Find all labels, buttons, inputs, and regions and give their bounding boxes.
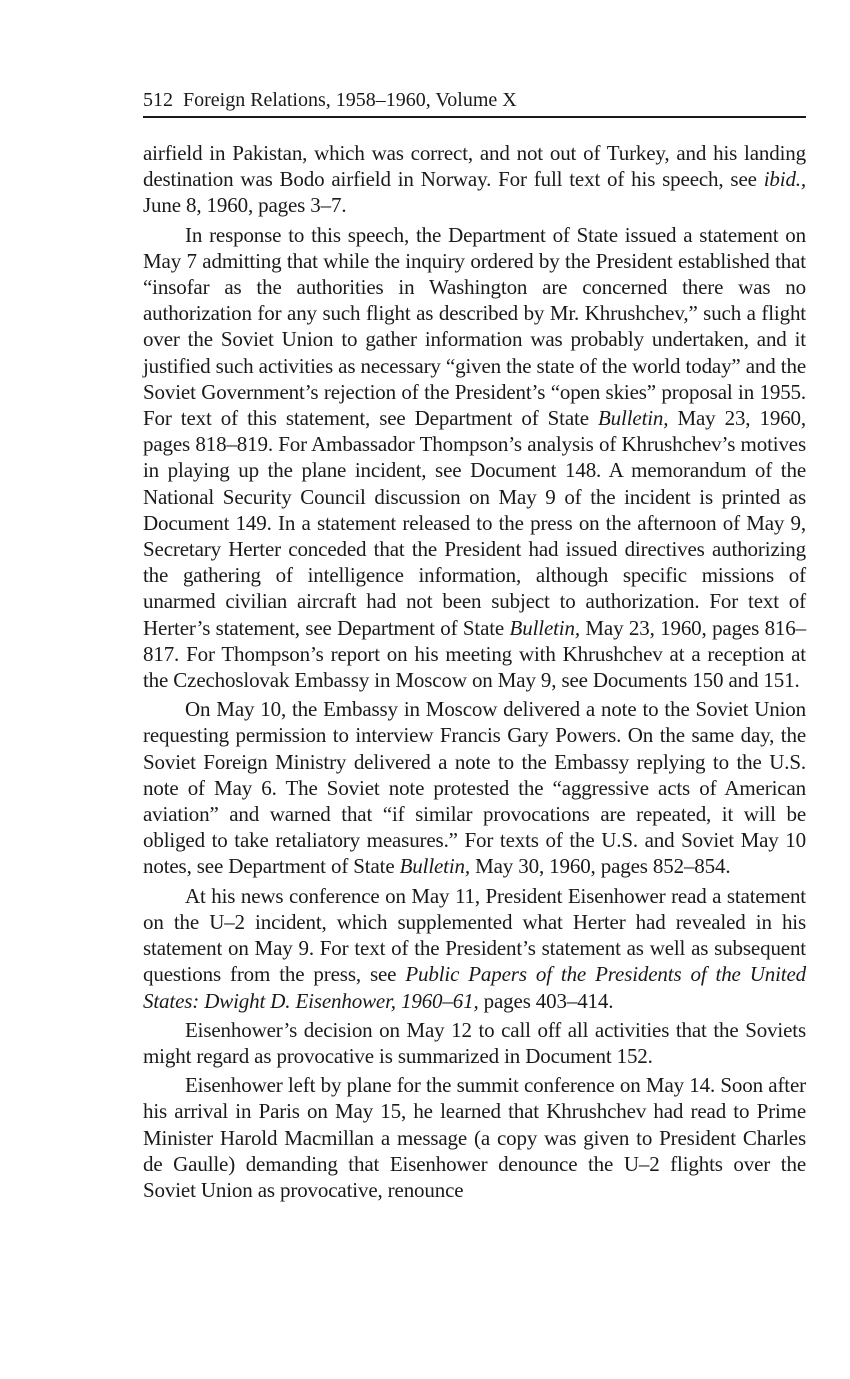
header-rule (143, 116, 806, 118)
text-run: pages 403–414. (478, 988, 614, 1013)
text-run: June 8, 1960, pages 3–7. (143, 193, 347, 218)
text-run: On May 10, the Embassy in Moscow delivered a note to the Soviet Union requesting permission to interview Francis Gary Powers. On the same day, the Soviet Foreign Ministry delivered a note to the Embassy replying to the U.S. note of May 6. The Soviet note protested the “aggressive acts of American aviation” and warned that “if similar provocations are repeated, it will be obliged to take retaliatory measures.” For texts of the U.S. and Soviet May 10 notes, see Department of State (143, 697, 806, 879)
italic-text: Bulletin, (399, 854, 470, 879)
italic-text: Bulletin, (509, 615, 580, 640)
text-run: Eisenhower’s decision on May 12 to call off all activities that the Soviets might regard as provocative is summarized in Document 152. (143, 1017, 806, 1068)
text-run: Eisenhower left by plane for the summit conference on May 14. Soon after his arrival in Paris on May 15, he learned that Khrushchev had read to Prime Minister Harold Macmillan a message (a copy was given to President Charles de Gaulle) demanding that Eisenhower denounce the U–2 flights over the Soviet Union as provocative, renounce (143, 1073, 806, 1202)
page-number: 512 (143, 89, 173, 111)
volume-title: Foreign Relations, 1958–1960, Volume X (183, 89, 517, 111)
italic-text: Public Papers of the Presidents of the United States: Dwight D. Eisenhower, 1960–61, (143, 962, 806, 1013)
paragraph (143, 883, 806, 1014)
paragraph (143, 140, 806, 219)
running-head (143, 86, 806, 114)
text-run: May 30, 1960, pages 852–854. (470, 854, 731, 879)
document-page (143, 86, 806, 1203)
text-run: In response to this speech, the Department of State issued a statement on May 7 admitting that while the inquiry ordered by the President established that “insofar as the authorities in Washington are concerned there was no authorization for any such flight as described by Mr. Khrushchev,” such a flight over the Soviet Union to gather information was probably undertaken, and it justified such activities as necessary “given the state of the world today” and the Soviet Government’s rejection of the President’s “open skies” proposal in 1955. For text of this statement, see Department of State (143, 222, 806, 431)
paragraph (143, 696, 806, 879)
italic-text: ibid., (763, 167, 806, 192)
italic-text: Bulletin, (598, 406, 669, 431)
body-text (143, 140, 806, 1203)
text-run: May 23, 1960, pages 818–819. For Ambassador Thompson’s analysis of Khrushchev’s motives in playing up the plane incident, see Document 148. A memorandum of the National Security Council discussion on May 9 of the incident is printed as Document 149. In a statement released to the press on the afternoon of May 9, Secretary Herter conceded that the President had issued directives authorizing the gathering of intelligence information, although specific missions of unarmed civilian aircraft had not been subject to authorization. For text of Herter’s statement, see Department of State (143, 406, 806, 640)
text-run: May 23, 1960, pages 816–817. For Thompson’s report on his meeting with Khrushchev at a reception at the Czechoslovak Embassy in Moscow on May 9, see Documents 150 and 151. (143, 615, 806, 693)
text-run: airfield in Pakistan, which was correct, and not out of Turkey, and his landing destination was Bodo airfield in Norway. For full text of his speech, see (143, 141, 806, 192)
text-run: At his news conference on May 11, President Eisenhower read a statement on the U–2 incident, which supplemented what Herter had revealed in his statement on May 9. For text of the President’s statement as well as subsequent questions from the press, see (143, 883, 806, 987)
paragraph (143, 1072, 806, 1203)
paragraph (143, 222, 806, 694)
paragraph (143, 1017, 806, 1069)
